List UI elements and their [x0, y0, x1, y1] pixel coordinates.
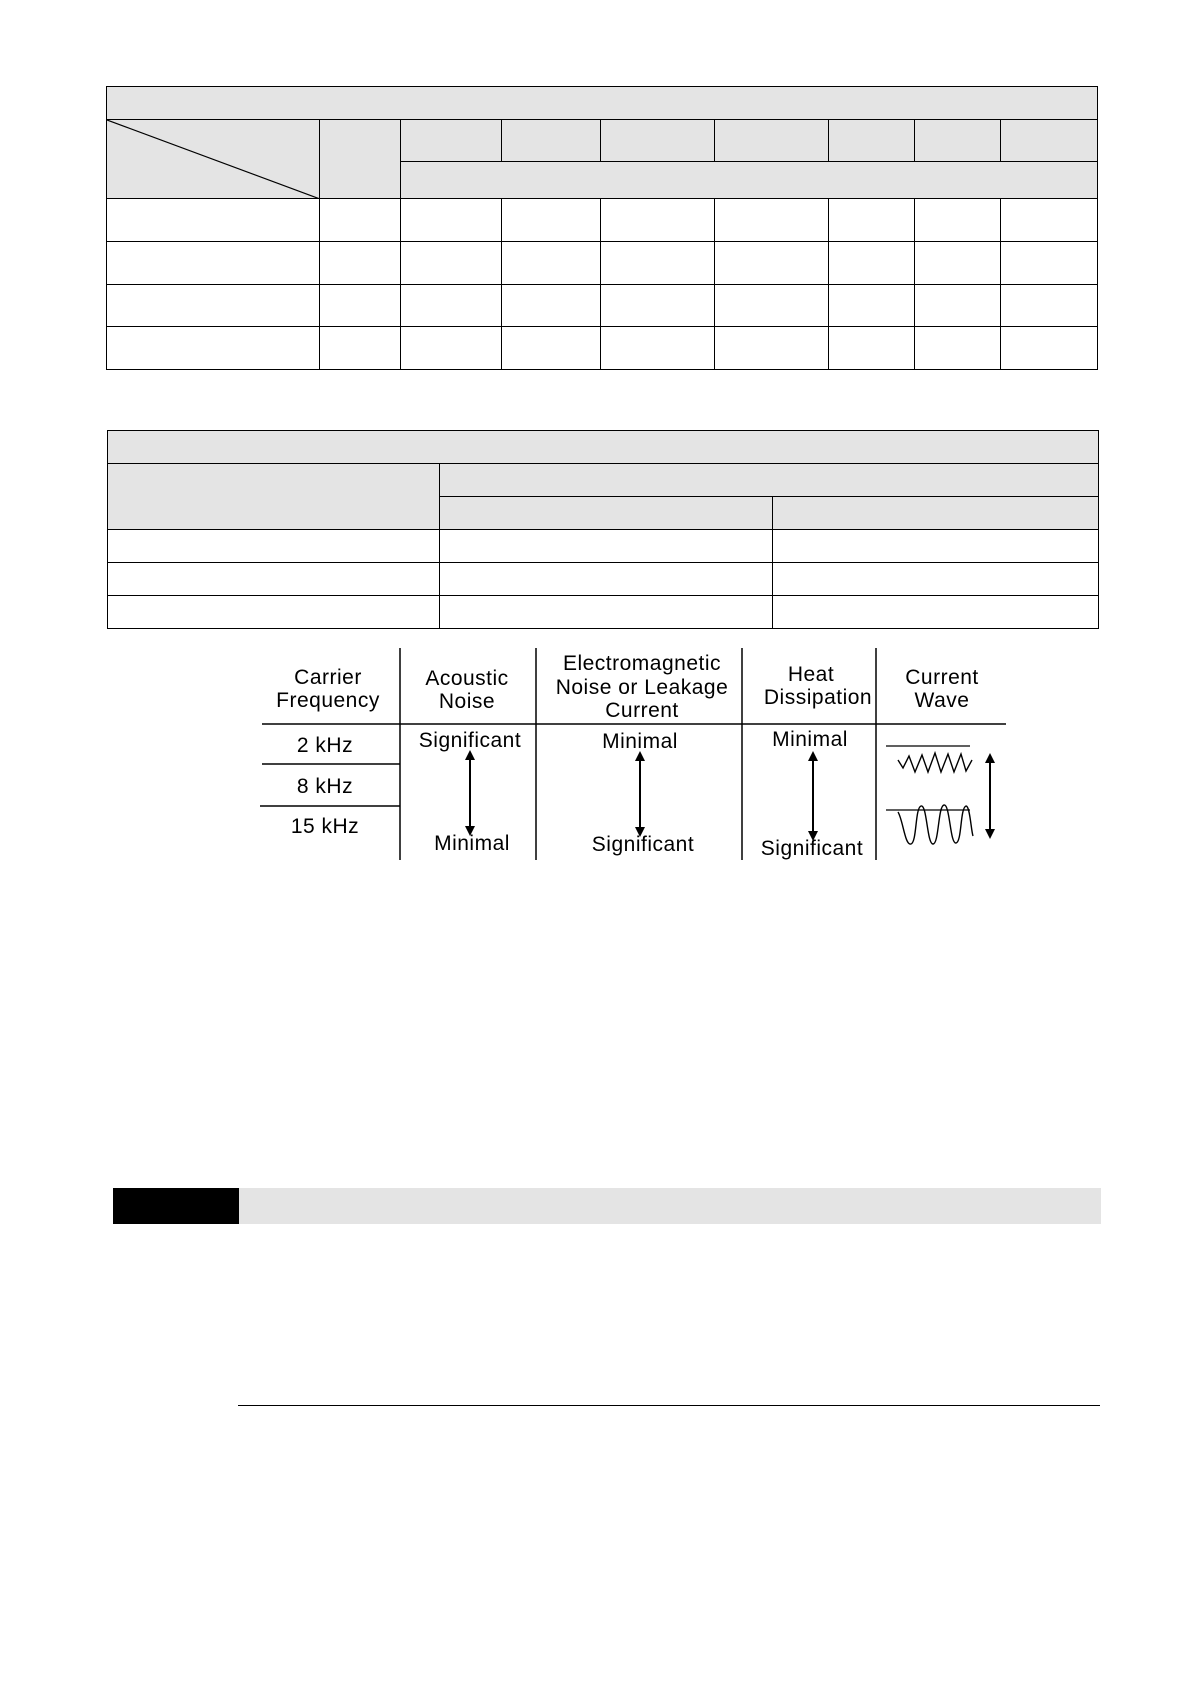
header-em-noise-1: Electromagnetic: [562, 652, 722, 675]
em-top-label: Minimal: [602, 730, 678, 753]
header-acoustic-noise-2: Noise: [438, 690, 496, 713]
frequency-8khz: 8 kHz: [296, 775, 354, 798]
large-ripple-wave-icon: [886, 805, 973, 844]
header-current-wave-2: Wave: [914, 689, 970, 712]
header-em-noise-3: Current: [605, 699, 679, 722]
acoustic-bottom-label: Minimal: [434, 832, 510, 855]
header-acoustic-noise-1: Acoustic: [425, 667, 509, 690]
heat-bottom-label: Significant: [760, 837, 864, 860]
small-ripple-wave-icon: [886, 746, 972, 772]
em-bottom-label: Significant: [591, 833, 695, 856]
separator-rule: [238, 1405, 1100, 1406]
section-heading-bar: [239, 1188, 1101, 1224]
header-heat-1: Heat: [787, 663, 835, 686]
acoustic-top-label: Significant: [418, 729, 522, 752]
header-carrier-frequency-2: Frequency: [276, 689, 380, 712]
frequency-2khz: 2 kHz: [296, 734, 354, 757]
frequency-15khz: 15 kHz: [290, 815, 360, 838]
header-em-noise-2: Noise or Leakage: [555, 676, 729, 699]
section-label-block: [113, 1188, 239, 1224]
header-heat-2: Dissipation: [763, 686, 873, 709]
header-current-wave-1: Current: [905, 666, 979, 689]
header-carrier-frequency-1: Carrier: [294, 666, 362, 689]
heat-top-label: Minimal: [772, 728, 848, 751]
